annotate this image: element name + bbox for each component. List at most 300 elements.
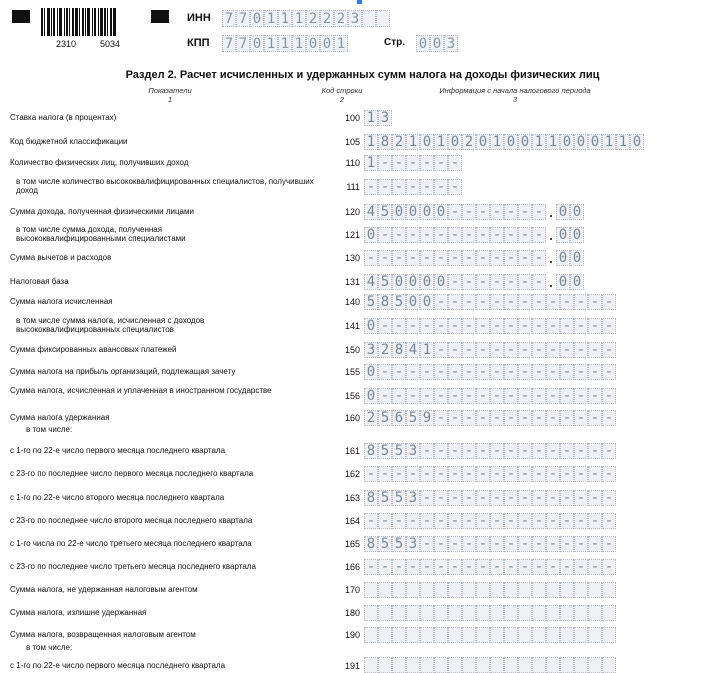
- field-130[interactable]: [364, 250, 584, 266]
- row-label-156: Сумма налога, исчисленная и уплаченная в иностранном государстве: [10, 386, 272, 395]
- char-cell: [532, 605, 546, 621]
- field-105[interactable]: [364, 134, 644, 150]
- char-cell: -: [462, 294, 476, 310]
- char-cell: -: [462, 364, 476, 380]
- char-cell: -: [574, 536, 588, 552]
- char-cell: 0: [504, 134, 518, 150]
- char-cell: [504, 657, 518, 673]
- char-cell: -: [574, 342, 588, 358]
- char-cell: -: [518, 559, 532, 575]
- char-cell: -: [602, 466, 616, 482]
- char-cell: -: [476, 513, 490, 529]
- row-label-180: Сумма налога, излишне удержанная: [10, 608, 147, 617]
- char-cell: -: [546, 536, 560, 552]
- char-cell: [462, 657, 476, 673]
- char-cell: -: [378, 559, 392, 575]
- char-cell: -: [546, 364, 560, 380]
- row-code-155: 155: [344, 367, 360, 377]
- row-label-100: Ставка налога (в процентах): [10, 113, 117, 122]
- char-cell: -: [476, 274, 490, 290]
- blue-marker: [357, 0, 362, 4]
- field-100[interactable]: [364, 110, 392, 126]
- field-190[interactable]: [364, 627, 616, 643]
- char-cell: [364, 582, 378, 598]
- char-cell: 1: [546, 134, 560, 150]
- char-cell: [560, 605, 574, 621]
- char-cell: [588, 605, 602, 621]
- char-cell: [574, 627, 588, 643]
- row-code-141: 141: [344, 321, 360, 331]
- char-cell: [462, 605, 476, 621]
- char-cell: -: [602, 388, 616, 404]
- char-cell: -: [476, 559, 490, 575]
- char-cell: -: [602, 559, 616, 575]
- char-cell: -: [448, 227, 462, 243]
- char-cell: [462, 627, 476, 643]
- char-cell: [588, 657, 602, 673]
- char-cell: [406, 582, 420, 598]
- row-label-170: Сумма налога, не удержанная налоговым агентом: [10, 585, 198, 594]
- char-cell: -: [574, 466, 588, 482]
- char-cell: 1: [292, 10, 306, 27]
- char-cell: -: [462, 513, 476, 529]
- char-cell: -: [588, 410, 602, 426]
- char-cell: -: [546, 490, 560, 506]
- row-label-162: с 23-го по последнее число первого месяца последнего квартала: [10, 469, 254, 478]
- char-cell: -: [490, 490, 504, 506]
- char-cell: [532, 627, 546, 643]
- char-cell: 4: [364, 204, 378, 220]
- row-code-190: 190: [344, 630, 360, 640]
- char-cell: -: [532, 294, 546, 310]
- row-label-155: Сумма налога на прибыль организаций, подлежащая зачету: [10, 367, 236, 376]
- kopeck-cell: 0: [570, 274, 584, 290]
- row-code-120: 120: [344, 207, 360, 217]
- char-cell: -: [560, 513, 574, 529]
- char-cell: -: [532, 536, 546, 552]
- char-cell: [392, 582, 406, 598]
- char-cell: -: [504, 318, 518, 334]
- char-cell: -: [504, 513, 518, 529]
- char-cell: -: [504, 274, 518, 290]
- char-cell: -: [462, 318, 476, 334]
- char-cell: -: [462, 250, 476, 266]
- char-cell: -: [476, 388, 490, 404]
- column-header-period-info: Информация с начала налогового периода 3: [439, 86, 591, 104]
- char-cell: -: [504, 536, 518, 552]
- inn-field[interactable]: [222, 10, 390, 27]
- char-cell: [504, 582, 518, 598]
- char-cell: -: [392, 318, 406, 334]
- field-191[interactable]: [364, 657, 616, 673]
- char-cell: -: [392, 179, 406, 195]
- char-cell: -: [560, 318, 574, 334]
- char-cell: -: [546, 513, 560, 529]
- char-cell: -: [532, 559, 546, 575]
- char-cell: [588, 582, 602, 598]
- kpp-field[interactable]: [222, 35, 348, 52]
- char-cell: 2: [320, 10, 334, 27]
- char-cell: -: [406, 513, 420, 529]
- kopeck-cell: 0: [556, 274, 570, 290]
- char-cell: -: [518, 250, 532, 266]
- field-121[interactable]: [364, 227, 584, 243]
- char-cell: 0: [250, 35, 264, 52]
- char-cell: [602, 582, 616, 598]
- char-cell: -: [476, 536, 490, 552]
- char-cell: -: [420, 155, 434, 171]
- char-cell: -: [546, 388, 560, 404]
- char-cell: 5: [392, 490, 406, 506]
- char-cell: -: [602, 342, 616, 358]
- char-cell: -: [588, 342, 602, 358]
- char-cell: -: [504, 410, 518, 426]
- field-156[interactable]: [364, 388, 616, 404]
- char-cell: -: [518, 513, 532, 529]
- char-cell: -: [588, 364, 602, 380]
- char-cell: -: [406, 466, 420, 482]
- row-label-141: в том числе сумма налога, исчисленная с доходов высококвалифицированных специалистов: [16, 316, 205, 334]
- row-label-160-including: в том числе:: [26, 425, 73, 434]
- char-cell: -: [476, 227, 490, 243]
- char-cell: [476, 605, 490, 621]
- char-cell: -: [476, 443, 490, 459]
- char-cell: -: [406, 227, 420, 243]
- char-cell: -: [378, 250, 392, 266]
- char-cell: 0: [364, 388, 378, 404]
- char-cell: -: [518, 364, 532, 380]
- kopeck-cell: 0: [570, 204, 584, 220]
- char-cell: 0: [434, 204, 448, 220]
- char-cell: 0: [364, 227, 378, 243]
- char-cell: [490, 605, 504, 621]
- char-cell: -: [546, 410, 560, 426]
- field-164[interactable]: [364, 513, 616, 529]
- char-cell: [532, 582, 546, 598]
- char-cell: -: [448, 559, 462, 575]
- char-cell: [490, 582, 504, 598]
- field-166[interactable]: [364, 559, 616, 575]
- char-cell: 3: [406, 536, 420, 552]
- char-cell: 7: [222, 35, 236, 52]
- char-cell: -: [602, 443, 616, 459]
- field-131[interactable]: [364, 274, 584, 290]
- char-cell: -: [532, 364, 546, 380]
- char-cell: 0: [630, 134, 644, 150]
- char-cell: 8: [364, 490, 378, 506]
- char-cell: -: [434, 559, 448, 575]
- char-cell: [462, 582, 476, 598]
- column-header-line-code: Код строки 2: [321, 86, 363, 104]
- char-cell: -: [434, 388, 448, 404]
- field-161[interactable]: [364, 443, 616, 459]
- char-cell: -: [532, 342, 546, 358]
- field-160[interactable]: [364, 410, 616, 426]
- char-cell: 8: [364, 443, 378, 459]
- char-cell: -: [420, 443, 434, 459]
- char-cell: -: [462, 559, 476, 575]
- char-cell: -: [504, 388, 518, 404]
- char-cell: [376, 10, 390, 27]
- char-cell: -: [378, 513, 392, 529]
- char-cell: -: [364, 559, 378, 575]
- char-cell: 0: [406, 294, 420, 310]
- char-cell: -: [434, 318, 448, 334]
- char-cell: -: [532, 410, 546, 426]
- char-cell: -: [518, 318, 532, 334]
- row-label-105: Код бюджетной классификации: [10, 137, 128, 146]
- char-cell: -: [378, 227, 392, 243]
- char-cell: [546, 627, 560, 643]
- char-cell: -: [504, 443, 518, 459]
- char-cell: [392, 605, 406, 621]
- char-cell: 7: [222, 10, 236, 27]
- char-cell: -: [532, 513, 546, 529]
- field-170[interactable]: [364, 582, 616, 598]
- field-180[interactable]: [364, 605, 616, 621]
- row-label-111: в том числе количество высококвалифицированных специалистов, получивших доход: [16, 177, 314, 195]
- char-cell: -: [504, 227, 518, 243]
- char-cell: -: [364, 250, 378, 266]
- char-cell: -: [518, 536, 532, 552]
- char-cell: -: [560, 294, 574, 310]
- char-cell: [602, 605, 616, 621]
- char-cell: -: [532, 490, 546, 506]
- char-cell: -: [560, 388, 574, 404]
- char-cell: -: [532, 204, 546, 220]
- char-cell: -: [588, 513, 602, 529]
- char-cell: 1: [334, 35, 348, 52]
- row-code-110: 110: [345, 158, 360, 168]
- field-141[interactable]: [364, 318, 616, 334]
- char-cell: -: [406, 179, 420, 195]
- char-cell: -: [420, 513, 434, 529]
- char-cell: -: [602, 410, 616, 426]
- char-cell: -: [392, 364, 406, 380]
- char-cell: -: [532, 388, 546, 404]
- row-code-170: 170: [344, 585, 360, 595]
- char-cell: [378, 582, 392, 598]
- char-cell: 0: [574, 134, 588, 150]
- char-cell: -: [448, 410, 462, 426]
- row-label-140: Сумма налога исчисленная: [10, 297, 113, 306]
- char-cell: -: [588, 443, 602, 459]
- row-label-164: с 23-го по последнее число второго месяца последнего квартала: [10, 516, 253, 525]
- char-cell: -: [518, 388, 532, 404]
- row-label-121: в том числе сумма дохода, полученная высококвалифицированными специалистами: [16, 225, 186, 243]
- char-cell: -: [434, 227, 448, 243]
- char-cell: 0: [430, 35, 444, 52]
- char-cell: -: [448, 274, 462, 290]
- char-cell: [392, 627, 406, 643]
- char-cell: -: [420, 250, 434, 266]
- char-cell: -: [406, 388, 420, 404]
- row-label-120: Сумма дохода, полученная физическими лицами: [10, 207, 194, 216]
- char-cell: 3: [364, 342, 378, 358]
- inn-label: ИНН: [187, 12, 211, 24]
- row-code-150: 150: [344, 345, 360, 355]
- char-cell: -: [602, 513, 616, 529]
- char-cell: -: [504, 294, 518, 310]
- field-150[interactable]: [364, 342, 616, 358]
- row-label-190: Сумма налога, возвращенная налоговым агентом: [10, 630, 196, 639]
- char-cell: -: [518, 466, 532, 482]
- char-cell: -: [476, 204, 490, 220]
- char-cell: -: [588, 388, 602, 404]
- page-label: Стр.: [384, 37, 406, 48]
- char-cell: 1: [364, 134, 378, 150]
- char-cell: -: [560, 466, 574, 482]
- char-cell: -: [532, 318, 546, 334]
- char-cell: 0: [420, 294, 434, 310]
- barcode: [41, 8, 131, 36]
- char-cell: -: [420, 490, 434, 506]
- char-cell: -: [406, 318, 420, 334]
- char-cell: -: [392, 227, 406, 243]
- char-cell: -: [420, 227, 434, 243]
- char-cell: [588, 627, 602, 643]
- char-cell: -: [476, 318, 490, 334]
- char-cell: -: [462, 536, 476, 552]
- char-cell: 3: [406, 490, 420, 506]
- char-cell: -: [518, 490, 532, 506]
- char-cell: -: [448, 490, 462, 506]
- char-cell: -: [490, 274, 504, 290]
- char-cell: -: [462, 410, 476, 426]
- char-cell: [420, 657, 434, 673]
- row-code-162: 162: [344, 469, 360, 479]
- field-165[interactable]: [364, 536, 616, 552]
- char-cell: [518, 657, 532, 673]
- field-111[interactable]: [364, 179, 462, 195]
- field-140[interactable]: [364, 294, 616, 310]
- char-cell: 8: [378, 134, 392, 150]
- char-cell: 0: [448, 134, 462, 150]
- char-cell: 5: [392, 536, 406, 552]
- char-cell: 1: [264, 35, 278, 52]
- char-cell: 1: [490, 134, 504, 150]
- char-cell: -: [546, 294, 560, 310]
- char-cell: [532, 657, 546, 673]
- char-cell: -: [588, 536, 602, 552]
- row-code-156: 156: [344, 391, 360, 401]
- char-cell: 5: [378, 410, 392, 426]
- char-cell: -: [448, 179, 462, 195]
- field-162[interactable]: [364, 466, 616, 482]
- row-label-150: Сумма фиксированных авансовых платежей: [10, 345, 177, 354]
- char-cell: -: [462, 490, 476, 506]
- char-cell: [448, 657, 462, 673]
- char-cell: -: [420, 179, 434, 195]
- char-cell: 0: [420, 204, 434, 220]
- char-cell: 1: [278, 35, 292, 52]
- char-cell: [504, 605, 518, 621]
- decimal-point: .: [549, 227, 553, 243]
- char-cell: -: [378, 179, 392, 195]
- char-cell: -: [532, 250, 546, 266]
- section-title: Раздел 2. Расчет исчисленных и удержанных сумм налога на доходы физических лиц: [125, 69, 600, 81]
- char-cell: [434, 605, 448, 621]
- row-code-191: 191: [344, 661, 360, 671]
- char-cell: 1: [364, 110, 378, 126]
- char-cell: 0: [364, 318, 378, 334]
- char-cell: -: [490, 410, 504, 426]
- char-cell: [476, 657, 490, 673]
- char-cell: -: [588, 318, 602, 334]
- field-110[interactable]: [364, 155, 462, 171]
- char-cell: -: [602, 294, 616, 310]
- row-label-130: Сумма вычетов и расходов: [10, 253, 112, 262]
- char-cell: 0: [420, 274, 434, 290]
- char-cell: 5: [364, 294, 378, 310]
- alignment-mark-left: [12, 10, 30, 23]
- char-cell: [448, 605, 462, 621]
- barcode-number-left: 2310: [56, 39, 77, 49]
- char-cell: -: [574, 513, 588, 529]
- char-cell: 0: [476, 134, 490, 150]
- char-cell: -: [532, 274, 546, 290]
- char-cell: -: [546, 443, 560, 459]
- char-cell: -: [392, 250, 406, 266]
- char-cell: -: [476, 490, 490, 506]
- char-cell: 3: [406, 443, 420, 459]
- char-cell: [420, 605, 434, 621]
- row-label-165: с 1-го числа по 22-е число третьего месяца последнего квартала: [10, 539, 252, 548]
- char-cell: -: [574, 318, 588, 334]
- char-cell: -: [392, 513, 406, 529]
- char-cell: 0: [518, 134, 532, 150]
- char-cell: 5: [378, 536, 392, 552]
- char-cell: 5: [406, 410, 420, 426]
- char-cell: -: [574, 559, 588, 575]
- decimal-point: .: [549, 250, 553, 266]
- char-cell: 1: [406, 134, 420, 150]
- char-cell: -: [560, 364, 574, 380]
- field-120[interactable]: [364, 204, 584, 220]
- char-cell: -: [406, 250, 420, 266]
- char-cell: -: [378, 364, 392, 380]
- char-cell: -: [476, 250, 490, 266]
- field-155[interactable]: [364, 364, 616, 380]
- char-cell: -: [448, 513, 462, 529]
- char-cell: [476, 627, 490, 643]
- char-cell: 2: [306, 10, 320, 27]
- char-cell: -: [476, 364, 490, 380]
- char-cell: -: [420, 364, 434, 380]
- char-cell: -: [490, 204, 504, 220]
- kopeck-cell: 0: [570, 250, 584, 266]
- char-cell: -: [588, 294, 602, 310]
- field-163[interactable]: [364, 490, 616, 506]
- char-cell: -: [560, 490, 574, 506]
- char-cell: [448, 582, 462, 598]
- char-cell: 5: [392, 294, 406, 310]
- char-cell: 0: [250, 10, 264, 27]
- kopeck-cell: 0: [556, 204, 570, 220]
- char-cell: 0: [364, 364, 378, 380]
- char-cell: -: [434, 410, 448, 426]
- char-cell: -: [434, 513, 448, 529]
- char-cell: 0: [320, 35, 334, 52]
- char-cell: 0: [560, 134, 574, 150]
- char-cell: -: [448, 155, 462, 171]
- char-cell: [364, 657, 378, 673]
- char-cell: -: [504, 204, 518, 220]
- page-number-field[interactable]: [416, 35, 458, 52]
- kopeck-cell: 0: [570, 227, 584, 243]
- char-cell: [434, 627, 448, 643]
- char-cell: -: [462, 466, 476, 482]
